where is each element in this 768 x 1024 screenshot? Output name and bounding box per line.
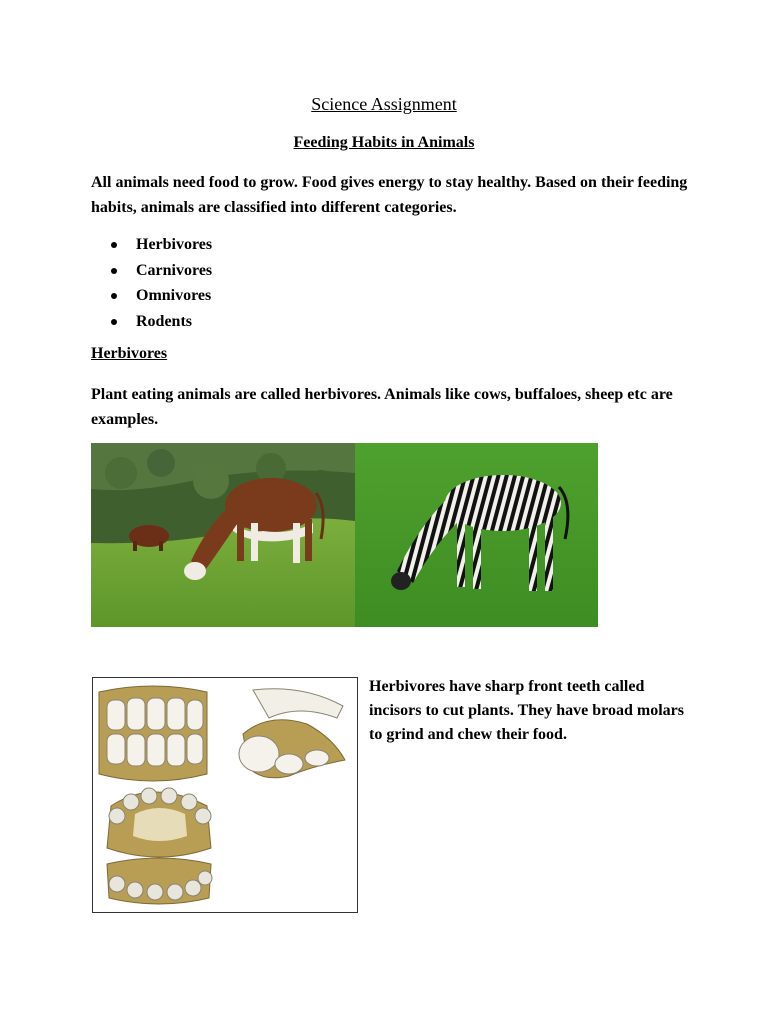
side-jaw-view xyxy=(239,689,345,778)
list-item: Herbivores xyxy=(91,232,212,258)
zebra-photo xyxy=(355,443,598,627)
list-item: Carnivores xyxy=(91,258,212,284)
page-title: Science Assignment xyxy=(311,94,457,114)
list-item: Omnivores xyxy=(91,283,212,309)
herbivores-paragraph: Plant eating animals are called herbivores. Animals like cows, buffaloes, sheep etc are examples. xyxy=(91,386,673,428)
grazing-animals-photo xyxy=(91,443,598,627)
page-subtitle: Feeding Habits in Animals xyxy=(293,134,475,151)
upper-jaw-view xyxy=(107,788,211,857)
front-teeth-view xyxy=(99,686,207,781)
teeth-paragraph: Herbivores have sharp front teeth called incisors to cut plants. They have broad molars to grind and chew their food. xyxy=(369,678,684,743)
cow-photo xyxy=(91,443,355,627)
herbivore-teeth-illustration xyxy=(92,677,358,913)
list-item: Rodents xyxy=(91,309,212,335)
category-list xyxy=(91,232,212,334)
intro-paragraph: All animals need food to grow. Food gives energy to stay healthy. Based on their feeding habits, animals are classified into different categories. xyxy=(91,174,688,216)
lower-jaw-view xyxy=(107,858,212,904)
herbivores-heading: Herbivores xyxy=(91,345,168,362)
